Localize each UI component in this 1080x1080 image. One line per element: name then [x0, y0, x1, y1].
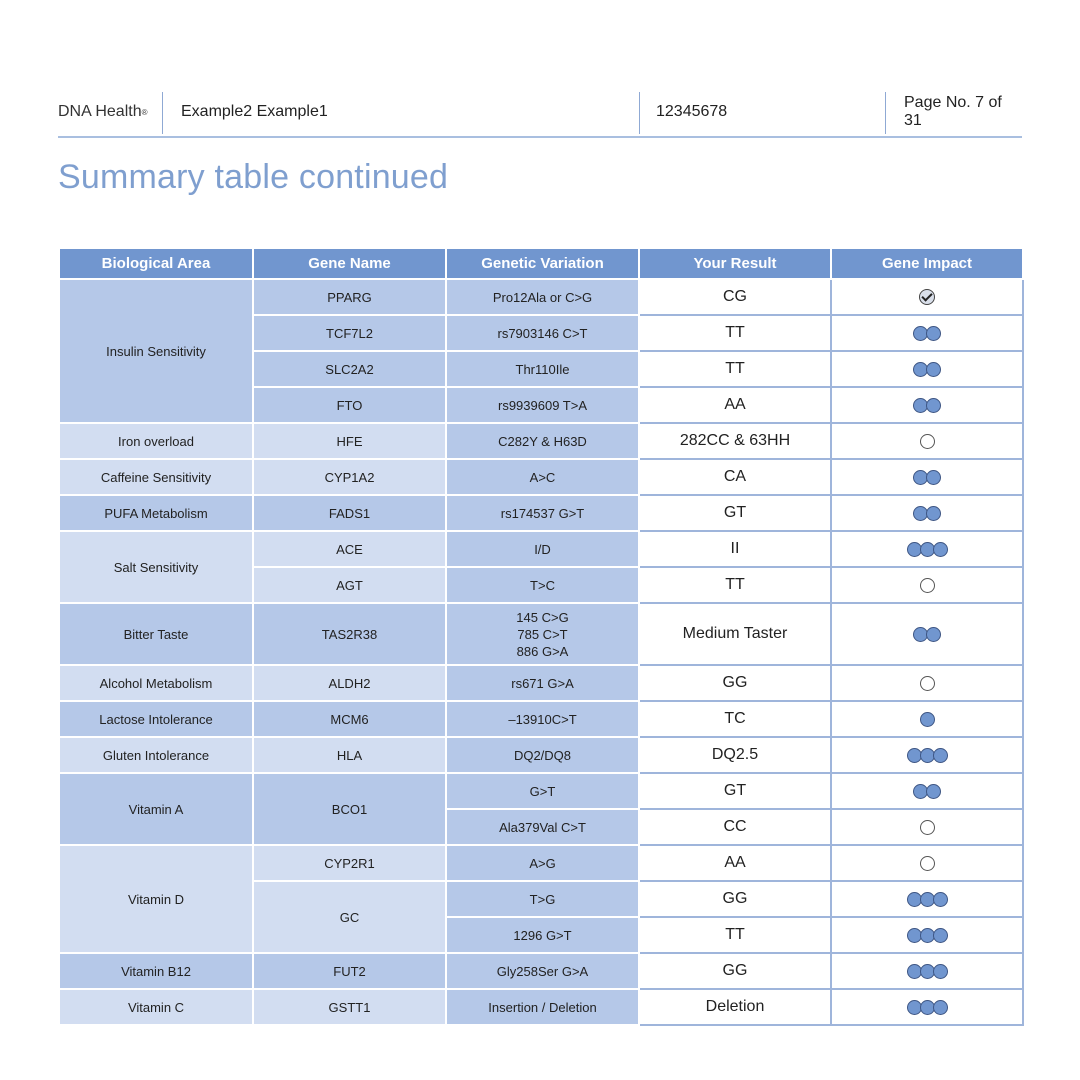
table-row	[59, 423, 1023, 459]
empty-circle-icon	[920, 434, 935, 449]
biological-area-cell: Vitamin C	[59, 989, 253, 1025]
filled-circle-icon	[933, 748, 948, 763]
your-result-cell: CA	[639, 459, 831, 495]
gene-impact-cell	[831, 845, 1023, 881]
gene-impact-cell	[831, 423, 1023, 459]
your-result-cell: 282CC & 63HH	[639, 423, 831, 459]
header-divider	[639, 92, 640, 134]
gene-name-cell: FADS1	[253, 495, 446, 531]
column-header-genetic-variation: Genetic Variation	[446, 248, 639, 279]
genetic-variation-cell: rs7903146 C>T	[446, 315, 639, 351]
table-header-row	[59, 248, 1023, 279]
gene-impact-cell	[831, 315, 1023, 351]
table-row	[59, 701, 1023, 737]
genetic-variation-cell: Insertion / Deletion	[446, 989, 639, 1025]
variation-line: 886 G>A	[516, 643, 569, 659]
filled-circle-icon	[926, 627, 941, 642]
gene-name-cell: CYP1A2	[253, 459, 446, 495]
page-title: Summary table continued	[58, 158, 449, 196]
gene-impact-cell	[831, 737, 1023, 773]
registered-mark: ®	[141, 107, 148, 117]
genetic-variation-cell: Pro12Ala or C>G	[446, 279, 639, 315]
your-result-cell: Medium Taster	[639, 603, 831, 665]
genetic-variation-cell: –13910C>T	[446, 701, 639, 737]
table-row	[59, 279, 1023, 315]
gene-impact-cell	[831, 953, 1023, 989]
biological-area-cell: Iron overload	[59, 423, 253, 459]
gene-name-cell: CYP2R1	[253, 845, 446, 881]
filled-circle-icon	[926, 470, 941, 485]
table-row	[59, 953, 1023, 989]
filled-circle-icon	[926, 362, 941, 377]
gene-impact-cell	[831, 773, 1023, 809]
genetic-variation-cell: A>G	[446, 845, 639, 881]
biological-area-cell: Vitamin A	[59, 773, 253, 845]
variation-line: 145 C>G	[516, 609, 569, 625]
table-row	[59, 459, 1023, 495]
filled-circle-icon	[933, 964, 948, 979]
your-result-cell: AA	[639, 845, 831, 881]
table-row	[59, 845, 1023, 881]
gene-name-cell: AGT	[253, 567, 446, 603]
column-header-your-result: Your Result	[639, 248, 831, 279]
your-result-cell: DQ2.5	[639, 737, 831, 773]
summary-table	[58, 247, 1024, 1026]
biological-area-cell: Insulin Sensitivity	[59, 279, 253, 423]
filled-circle-icon	[926, 398, 941, 413]
column-header-biological-area: Biological Area	[59, 248, 253, 279]
gene-name-cell: GSTT1	[253, 989, 446, 1025]
table-row	[59, 531, 1023, 567]
report-header	[58, 90, 1022, 138]
gene-impact-cell	[831, 531, 1023, 567]
gene-name-cell: TAS2R38	[253, 603, 446, 665]
your-result-cell: TT	[639, 315, 831, 351]
genetic-variation-cell: Ala379Val C>T	[446, 809, 639, 845]
gene-name-cell: PPARG	[253, 279, 446, 315]
biological-area-cell: Caffeine Sensitivity	[59, 459, 253, 495]
biological-area-cell: Salt Sensitivity	[59, 531, 253, 603]
genetic-variation-cell: rs174537 G>T	[446, 495, 639, 531]
filled-circle-icon	[920, 712, 935, 727]
your-result-cell: CG	[639, 279, 831, 315]
genetic-variation-cell: I/D	[446, 531, 639, 567]
filled-circle-icon	[933, 892, 948, 907]
your-result-cell: GT	[639, 495, 831, 531]
gene-impact-cell	[831, 603, 1023, 665]
biological-area-cell: Vitamin B12	[59, 953, 253, 989]
gene-impact-cell	[831, 495, 1023, 531]
gene-impact-cell	[831, 701, 1023, 737]
gene-name-cell: HLA	[253, 737, 446, 773]
gene-name-cell: MCM6	[253, 701, 446, 737]
your-result-cell: GG	[639, 881, 831, 917]
table-row	[59, 495, 1023, 531]
gene-name-cell: GC	[253, 881, 446, 953]
patient-name: Example2 Example1	[181, 103, 328, 120]
biological-area-cell: PUFA Metabolism	[59, 495, 253, 531]
table-row	[59, 773, 1023, 809]
header-divider	[885, 92, 886, 134]
genetic-variation-cell: C282Y & H63D	[446, 423, 639, 459]
biological-area-cell: Bitter Taste	[59, 603, 253, 665]
empty-circle-icon	[920, 820, 935, 835]
gene-impact-cell	[831, 387, 1023, 423]
your-result-cell: GT	[639, 773, 831, 809]
patient-id: 12345678	[656, 103, 728, 120]
genetic-variation-cell: T>C	[446, 567, 639, 603]
header-divider	[162, 92, 163, 134]
genetic-variation-cell: DQ2/DQ8	[446, 737, 639, 773]
gene-name-cell: HFE	[253, 423, 446, 459]
genetic-variation-cell: rs671 G>A	[446, 665, 639, 701]
your-result-cell: GG	[639, 665, 831, 701]
empty-circle-icon	[920, 856, 935, 871]
biological-area-cell: Lactose Intolerance	[59, 701, 253, 737]
gene-name-cell: SLC2A2	[253, 351, 446, 387]
genetic-variation-cell: A>C	[446, 459, 639, 495]
brand-text: DNA Health	[58, 103, 142, 120]
gene-name-cell: ACE	[253, 531, 446, 567]
genetic-variation-cell: Thr110Ile	[446, 351, 639, 387]
your-result-cell: AA	[639, 387, 831, 423]
filled-circle-icon	[926, 506, 941, 521]
your-result-cell: TT	[639, 567, 831, 603]
check-circle-icon	[919, 289, 935, 305]
empty-circle-icon	[920, 578, 935, 593]
table-row	[59, 603, 1023, 665]
gene-impact-cell	[831, 459, 1023, 495]
gene-impact-cell	[831, 917, 1023, 953]
brand-name	[58, 90, 148, 134]
your-result-cell: GG	[639, 953, 831, 989]
biological-area-cell: Alcohol Metabolism	[59, 665, 253, 701]
page-number: Page No. 7 of 31	[904, 94, 1002, 129]
filled-circle-icon	[926, 784, 941, 799]
gene-name-cell: TCF7L2	[253, 315, 446, 351]
gene-name-cell: ALDH2	[253, 665, 446, 701]
genetic-variation-cell: 1296 G>T	[446, 917, 639, 953]
table-body	[59, 279, 1023, 1025]
genetic-variation-cell: rs9939609 T>A	[446, 387, 639, 423]
column-header-gene-name: Gene Name	[253, 248, 446, 279]
genetic-variation-cell: T>G	[446, 881, 639, 917]
your-result-cell: II	[639, 531, 831, 567]
table-row	[59, 737, 1023, 773]
table-row	[59, 989, 1023, 1025]
your-result-cell: TC	[639, 701, 831, 737]
your-result-cell: CC	[639, 809, 831, 845]
gene-impact-cell	[831, 279, 1023, 315]
variation-line: 785 C>T	[517, 626, 568, 642]
gene-name-cell: FUT2	[253, 953, 446, 989]
gene-impact-cell	[831, 809, 1023, 845]
filled-circle-icon	[933, 928, 948, 943]
gene-name-cell: FTO	[253, 387, 446, 423]
gene-impact-cell	[831, 567, 1023, 603]
gene-name-cell: BCO1	[253, 773, 446, 845]
filled-circle-icon	[933, 542, 948, 557]
biological-area-cell: Vitamin D	[59, 845, 253, 953]
column-header-gene-impact: Gene Impact	[831, 248, 1023, 279]
empty-circle-icon	[920, 676, 935, 691]
table-row	[59, 665, 1023, 701]
gene-impact-cell	[831, 351, 1023, 387]
your-result-cell: Deletion	[639, 989, 831, 1025]
genetic-variation-cell	[446, 603, 639, 665]
gene-impact-cell	[831, 989, 1023, 1025]
filled-circle-icon	[933, 1000, 948, 1015]
genetic-variation-cell: Gly258Ser G>A	[446, 953, 639, 989]
genetic-variation-cell: G>T	[446, 773, 639, 809]
gene-impact-cell	[831, 665, 1023, 701]
biological-area-cell: Gluten Intolerance	[59, 737, 253, 773]
gene-impact-cell	[831, 881, 1023, 917]
your-result-cell: TT	[639, 917, 831, 953]
your-result-cell: TT	[639, 351, 831, 387]
filled-circle-icon	[926, 326, 941, 341]
